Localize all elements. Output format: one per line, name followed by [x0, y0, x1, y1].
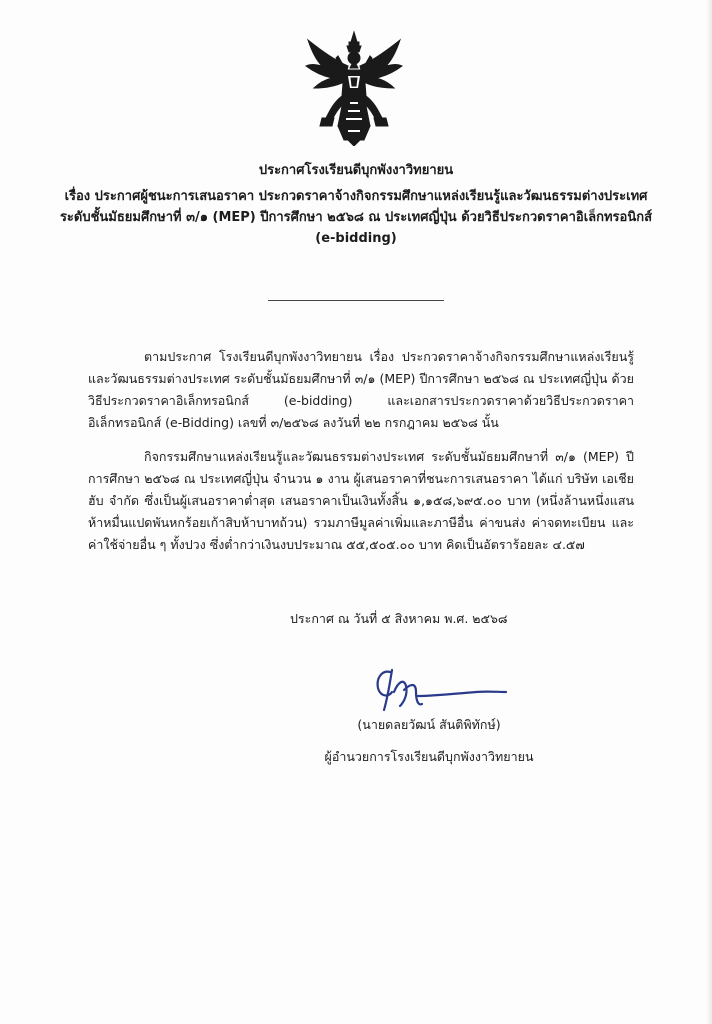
divider-line: [268, 300, 444, 301]
announcement-title: ประกาศโรงเรียนดีบุกพังงาวิทยายน: [258, 163, 454, 178]
garuda-emblem-icon: [304, 30, 404, 146]
signatory-name: (นายดลยวัฒน์ สันติพิทักษ์): [357, 717, 501, 732]
page-edge: [706, 0, 712, 1024]
announcement-subject: เรื่อง ประกาศผู้ชนะการเสนอราคา ประกวดราคาจ้างกิจกรรมศึกษาแหล่งเรียนรู้และวัฒนธรรมต่างประเทศ ระดับชั้นมัธยมศึกษาที่ ๓/๑ (MEP) ปีการศึกษา ๒๕๖๘ ณ ประเทศญี่ปุ่น ด้วยวิธีประกวดราคาอิเล็กทรอนิกส์ (e-bidding): [59, 189, 653, 246]
body-paragraph-1: ตามประกาศ โรงเรียนดีบุกพังงาวิทยายน เรื่อง ประกวดราคาจ้างกิจกรรมศึกษาแหล่งเรียนรู้และวัฒนธรรมต่างประเทศ ระดับชั้นมัธยมศึกษาที่ ๓/๑ (MEP) ปีการศึกษา ๒๕๖๘ ณ ประเทศญี่ปุ่น ด้วยวิธีประกวดราคาอิเล็กทรอนิกส์ (e-bidding) และเอกสารประกวดราคาด้วยวิธีประกวดราคาอิเล็กทรอนิกส์ (e-Bidding) เลขที่ ๓/๒๕๖๘ ลงวันที่ ๒๒ กรกฎาคม ๒๕๖๘ นั้น: [88, 349, 634, 430]
signatory-position: ผู้อำนวยการโรงเรียนดีบุกพังงาวิทยายน: [324, 749, 534, 764]
body-paragraph-2: กิจกรรมศึกษาแหล่งเรียนรู้และวัฒนธรรมต่างประเทศ ระดับชั้นมัธยมศึกษาที่ ๓/๑ (MEP) ปีการศึกษา ๒๕๖๘ ณ ประเทศญี่ปุ่น จำนวน ๑ งาน ผู้เสนอราคาที่ชนะการเสนอราคา ได้แก่ บริษัท เอเชีย ฮับ จำกัด ซึ่งเป็นผู้เสนอราคาต่ำสุด เสนอราคาเป็นเงินทั้งสิ้น ๑,๑๕๘,๖๙๕.๐๐ บาท (หนึ่งล้านหนึ่งแสนห้าหมื่นแปดพันหกร้อยเก้าสิบห้าบาทถ้วน) รวมภาษีมูลค่าเพิ่มและภาษีอื่น ค่าขนส่ง ค่าจดทะเบียน และค่าใช้จ่ายอื่น ๆ ทั้งปวง ซึ่งต่ำกว่าเงินงบประมาณ ๕๕,๕๐๕.๐๐ บาท คิดเป็นอัตราร้อยละ ๔.๕๗: [88, 449, 634, 552]
handwritten-signature: [368, 662, 518, 722]
announcement-date: ประกาศ ณ วันที่ ๕ สิงหาคม พ.ศ. ๒๕๖๘: [290, 611, 508, 626]
